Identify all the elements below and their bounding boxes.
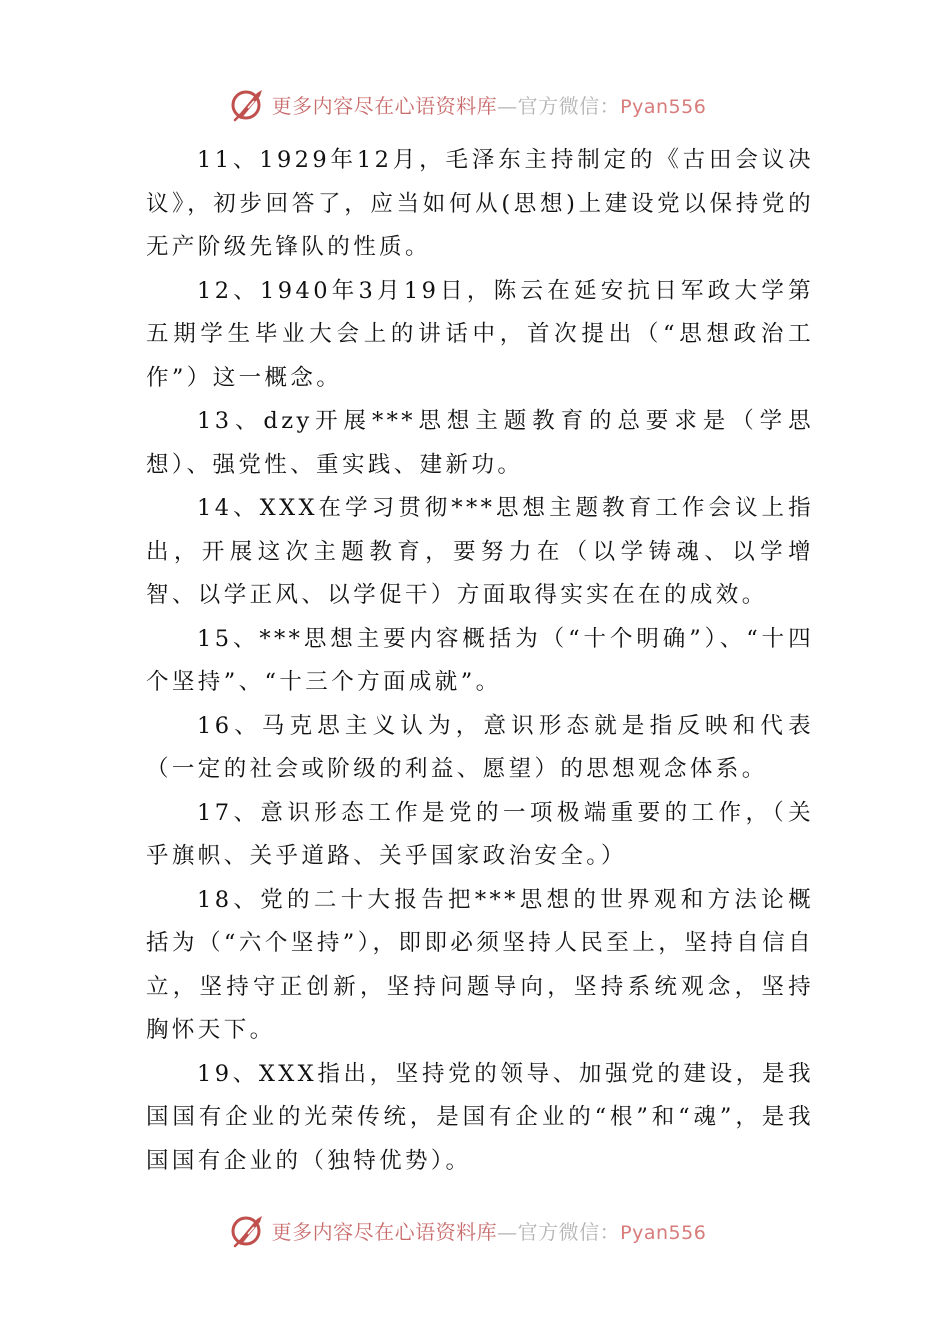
paragraph-11: 11、1929年12月，毛泽东主持制定的《古田会议决议》，初步回答了，应当如何从(思想)上建设党以保持党的无产阶级先锋队的性质。	[146, 147, 814, 260]
paragraph-13: 13、dzy开展***思想主题教育的总要求是（学思想）、强党性、重实践、建新功。	[146, 408, 814, 478]
paragraph-12: 12、1940年3月19日，陈云在延安抗日军政大学第五期学生毕业大会上的讲话中，首次提出（“思想政治工作”）这一概念。	[146, 277, 814, 391]
paragraph-18: 18、党的二十大报告把***思想的世界观和方法论概括为（“六个坚持”），即即必须坚持人民至上，坚持自信自立，坚持守正创新，坚持问题导向，坚持系统观念，坚持胸怀天下。	[146, 886, 814, 1043]
paragraph-15: 15、***思想主要内容概括为（“十个明确”）、“十四个坚持”、“十三个方面成就”。	[146, 625, 814, 695]
paragraph-14: 14、XXX在学习贯彻***思想主题教育工作会议上指出，开展这次主题教育，要努力在（以学铸魂、以学增智、以学正风、以学促干）方面取得实实在在的成效。	[146, 495, 814, 608]
pen-logo-icon	[228, 84, 268, 124]
footer-banner	[0, 1208, 950, 1252]
header-banner-text	[272, 90, 707, 119]
header-banner-main: 更多内容尽在心语资料库	[271, 93, 498, 118]
footer-banner-tail: —官方微信：	[497, 1219, 621, 1244]
header-banner-inner	[228, 84, 707, 124]
paragraph-16: 16、马克思主义认为，意识形态就是指反映和代表（一定的社会或阶级的利益、愿望）的思想观念体系。	[146, 712, 814, 782]
footer-banner-inner	[228, 1210, 707, 1250]
header-banner-tail: —官方微信：	[497, 93, 621, 118]
header-wechat-id: Pyan556	[620, 95, 707, 118]
footer-wechat-id: Pyan556	[620, 1221, 707, 1244]
paragraph-17: 17、意识形态工作是党的一项极端重要的工作，（关乎旗帜、关乎道路、关乎国家政治安全。）	[146, 799, 814, 869]
pen-logo-icon	[228, 1210, 268, 1250]
footer-banner-text	[272, 1216, 707, 1245]
footer-banner-main: 更多内容尽在心语资料库	[271, 1219, 498, 1244]
header-banner	[0, 82, 950, 126]
document-body	[146, 139, 814, 1183]
paragraph-19: 19、XXX指出，坚持党的领导、加强党的建设，是我国国有企业的光荣传统，是国有企业的“根”和“魂”，是我国国有企业的（独特优势）。	[146, 1060, 814, 1174]
